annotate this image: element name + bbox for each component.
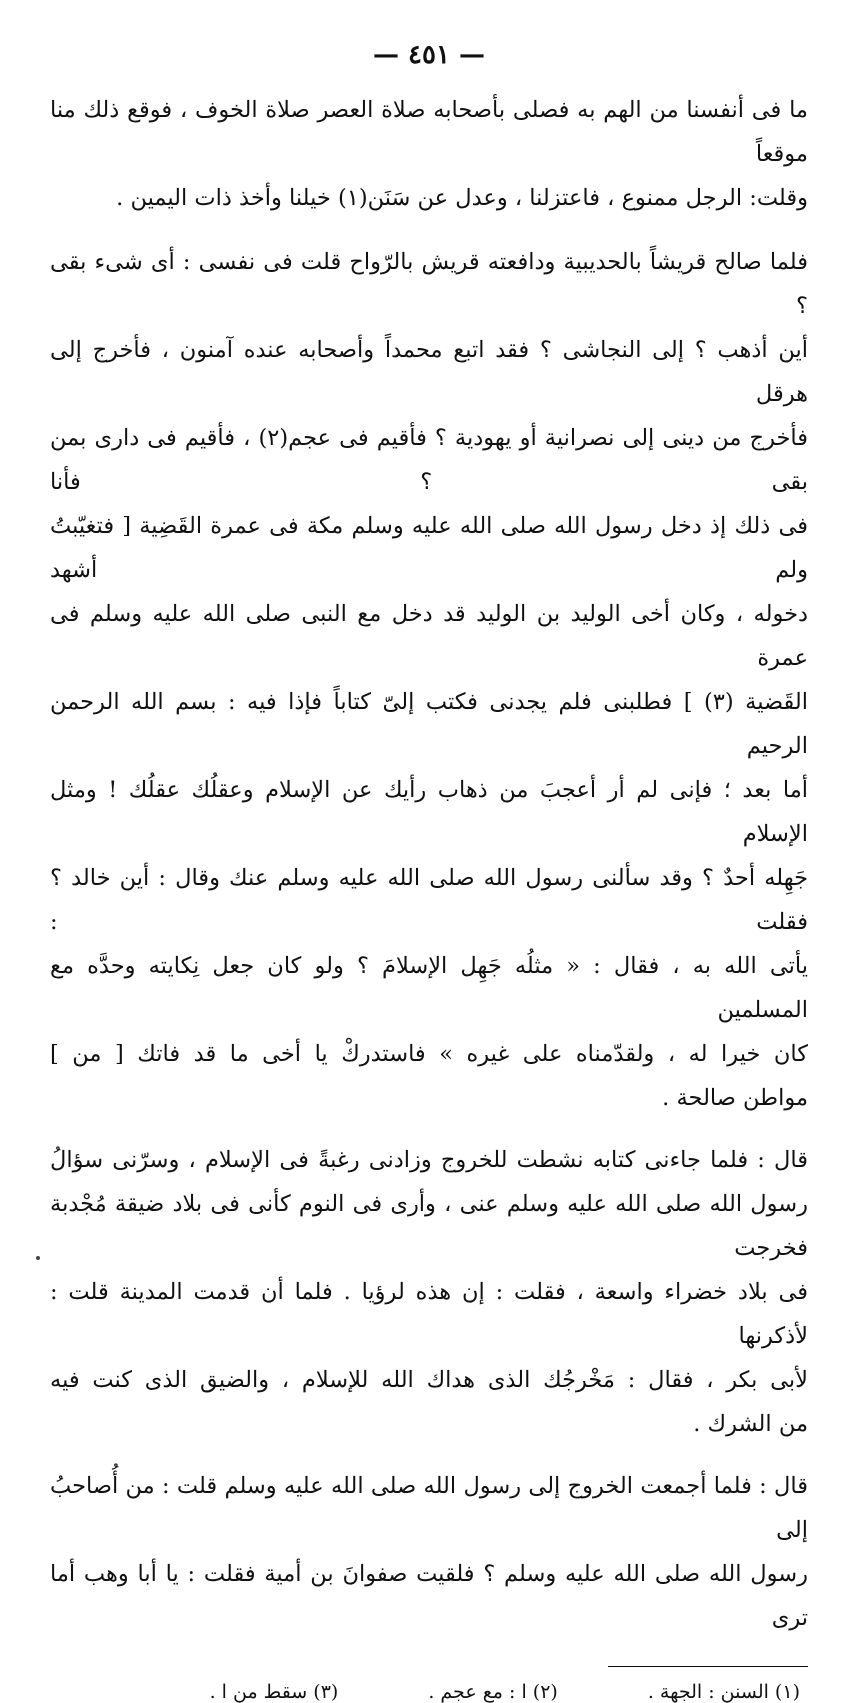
- text-line: قال : فلما جاءنى كتابه نشطت للخروج وزادنى رغبةً فى الإسلام ، وسرّنى سؤالُ: [50, 1147, 808, 1173]
- text-line: ما فى أنفسنا من الهم به فصلى بأصحابه صلاة العصر صلاة الخوف ، فوقع ذلك منا موقعاً: [50, 97, 808, 167]
- paragraph-4: [50, 1464, 808, 1640]
- text-line: أما بعد ؛ فإنى لم أر أعجبَ من ذهاب رأيك عن الإسلام وعقلُك عقلُك ! ومثل الإسلام: [50, 777, 808, 847]
- paragraph-1: [50, 88, 808, 220]
- text-line: لأبى بكر ، فقال : مَخْرجُك الذى هداك الله للإسلام ، والضيق الذى كنت فيه: [50, 1367, 808, 1393]
- text-line: يأتى الله به ، فقال : « مثلُه جَهِل الإسلامَ ؟ ولو كان جعل نِكايته وحدَّه مع المسلمين: [50, 953, 808, 1023]
- text-line: مواطن صالحة .: [662, 1085, 808, 1111]
- text-line: القَضية (٣) ] فطلبنى فلم يجدنى فكتب إلىّ كتاباً فإذا فيه : بسم الله الرحمن الرحيم: [50, 689, 808, 759]
- scan-speck: [36, 1256, 40, 1260]
- text-line: أين أذهب ؟ إلى النجاشى ؟ فقد اتبع محمداً وأصحابه عنده آمنون ، فأخرج إلى هرقل: [50, 337, 808, 407]
- footnote-divider: [608, 1666, 808, 1667]
- footnote-1: (١) السنن : الجهة .: [647, 1681, 800, 1703]
- text-line: فى بلاد خضراء واسعة ، فقلت : إن هذه لرؤيا . فلما أن قدمت المدينة قلت : لأذكرنها: [50, 1279, 808, 1349]
- footnote-3: (٣) سقط من ا .: [209, 1681, 339, 1703]
- text-line: كان خيرا له ، ولقدّمناه على غيره » فاستدركْ يا أخى ما قد فاتك [ من ]: [50, 1041, 808, 1067]
- page-number: — ٤٥١ —: [372, 40, 486, 70]
- text-line: رسول الله صلى الله عليه وسلم ؟ فلقيت صفوانَ بن أمية فقلت : يا أبا وهب أما ترى: [50, 1561, 808, 1631]
- footnotes: [50, 1681, 808, 1703]
- text-line: فلما صالح قريشاً بالحديبية ودافعته قريش بالرّواح قلت فى نفسى : أى شىء بقى ؟: [50, 249, 808, 319]
- text-line: رسول الله صلى الله عليه وسلم عنى ، وأرى فى النوم كأنى فى بلاد ضيقة مُجْدبة فخرجت: [50, 1191, 808, 1261]
- text-line: من الشرك .: [693, 1411, 808, 1437]
- text-line: فأخرج من دينى إلى نصرانية أو يهودية ؟ فأقيم فى عجم(٢) ، فأقيم فى دارى بمن بقى ؟ فأنا: [50, 425, 808, 495]
- text-line: جَهِله أحدٌ ؟ وقد سألنى رسول الله صلى الله عليه وسلم عنك وقال : أين خالد ؟ فقلت :: [50, 865, 808, 935]
- text-line: فى ذلك إذ دخل رسول الله صلى الله عليه وسلم مكة فى عمرة القَضِية [ فتغيّبتُ ولم أشهد: [50, 513, 808, 583]
- footnote-2: (٢) ا : مع عجم .: [428, 1681, 558, 1703]
- paragraph-2: [50, 240, 808, 1120]
- text-line: وقلت: الرجل ممنوع ، فاعتزلنا ، وعدل عن سَنَن(١) خيلنا وأخذ ذات اليمين .: [116, 185, 808, 211]
- paragraph-3: [50, 1138, 808, 1446]
- text-line: دخوله ، وكان أخى الوليد بن الوليد قد دخل مع النبى صلى الله عليه وسلم فى عمرة: [50, 601, 808, 671]
- text-line: قال : فلما أجمعت الخروج إلى رسول الله صلى الله عليه وسلم قلت : من أُصاحبُ إلى: [50, 1473, 808, 1543]
